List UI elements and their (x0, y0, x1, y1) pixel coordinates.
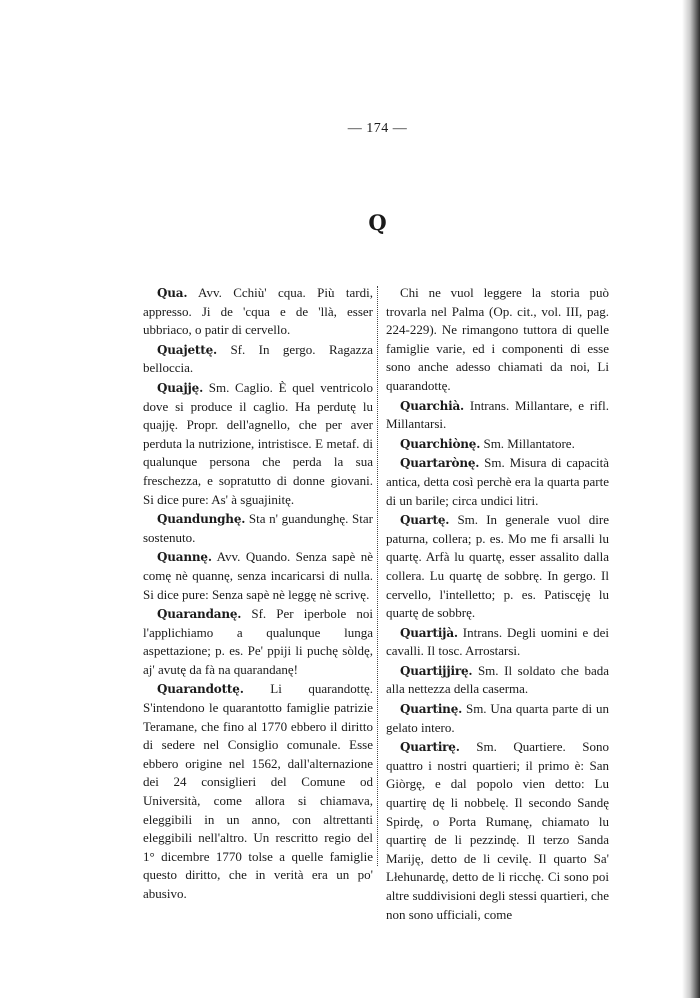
dictionary-entry-continuation (386, 284, 609, 396)
page-edge-shadow (682, 0, 700, 998)
entry-headword: Quartinę. (400, 702, 463, 717)
dictionary-entry (143, 341, 373, 378)
entry-headword: Quarchià. (400, 398, 465, 413)
entry-definition: Sta n' guandunghę. Star sostenuto. (143, 511, 373, 545)
entry-headword: Quarandottę. (157, 682, 244, 697)
dictionary-entry (386, 738, 609, 924)
entry-headword: Quandunghę. (157, 512, 246, 527)
right-column (386, 284, 609, 925)
left-column (143, 284, 373, 905)
dictionary-entry (143, 548, 373, 604)
entry-definition: Avv. Cchiù' cqua. Più tardi, appresso. Ji de 'cqua e de 'llà, esser ubbriaco, o patir di cervello. (143, 285, 373, 338)
entry-definition: Li quarandottę. S'intendono le quarantotto famiglie patrizie Teramane, che fino al 1770 ebbero il diritto di sedere nel Consiglio comunale. Esse ebbero origine nel 1562, dall'alternazione dei 24 consiglieri del Comune od Università, come allora si chiamava, eleggibili in un anno, con altrettanti eleggibili nell'altro. Un rescritto regio del 1° dicembre 1770 tolse a quelle famiglie questo diritto, che in verità era un po' abusivo. (143, 681, 373, 901)
entry-definition: Sm. Misura di capacità antica, detta così perchè era la quarta parte di un barile; circa undici litri. (386, 455, 609, 508)
entry-definition: Sm. Il soldato che bada alla nettezza della caserma. (386, 662, 609, 697)
dictionary-entry (143, 284, 373, 340)
entry-headword: Quartirę. (400, 740, 460, 755)
entry-headword: Quajettę. (157, 342, 218, 357)
section-letter: Q (368, 210, 387, 235)
dictionary-entry (386, 511, 609, 623)
dictionary-entry (386, 435, 609, 454)
entry-headword: Quartę. (400, 513, 450, 528)
entry-headword: Quartijà. (400, 625, 458, 640)
column-divider (377, 286, 378, 866)
entry-headword: Quajję. (157, 380, 204, 395)
dictionary-entry (386, 700, 609, 737)
dictionary-entry (143, 680, 373, 903)
page-number: — 174 — (347, 121, 408, 136)
entry-headword: Quartarònę. (400, 456, 480, 471)
entry-definition: Avv. Quando. Senza sapè nè comę nè quannę, senza incaricarsi di nulla. Si dice pure: Senza sapè nè leggę nè scrivę. (143, 549, 373, 602)
dictionary-entry (143, 510, 373, 547)
entry-headword: Qua. (157, 286, 188, 300)
entry-definition: Sm. Millantatore. (483, 435, 575, 451)
entry-definition: Sf. In gergo. Ragazza belloccia. (143, 341, 373, 376)
dictionary-entry (386, 624, 609, 661)
dictionary-entry (386, 662, 609, 699)
entry-headword: Quarandanę. (157, 607, 242, 622)
entry-definition: Sm. Caglio. È quel ventricolo dove si produce il caglio. Ha perdutę lu quajję. Propr. dell'agnello, che per aver perduta la nutrizione, intristisce. E metaf. di qualunque persona che perda la sua freschezza, e sopratutto di donne giovani. Si dice pure: As' à sguajinitę. (143, 379, 373, 507)
dictionary-entry (143, 379, 373, 509)
entry-definition: Chi ne vuol leggere la storia può trovarla nel Palma (Op. cit., vol. III, pag. 224-229). Ne rimangono tuttora di quelle famiglie varie, ed i componenti di esse sono anche adesso chiamati da noi, Li quarandottę. (386, 285, 609, 393)
dictionary-entry (386, 454, 609, 510)
entry-headword: Quarchiònę. (400, 436, 481, 451)
entry-definition: Sf. Per iperbole noi l'applichiamo a qualunque lunga aspettazione; p. es. Pe' ppiji li puchę sòldę, aj' avutę da fà na quarandanę! (143, 606, 373, 677)
entry-headword: Quartijjirę. (400, 663, 473, 678)
dictionary-entry (386, 397, 609, 434)
entry-definition: Sm. In generale vuol dire paturna, collera; p. es. Mo me fi arsalli lu quartę. Arfà lu quartę, esser assalito dalla collera. Lu quartę de sobbrę. In gergo. Il cervello, l'intelletto; p. es. Patiscęję lu quartę de sobbrę. (386, 512, 610, 621)
entry-definition: Intrans. Millantare, e rifl. Millantarsi. (386, 397, 609, 432)
entry-definition: Intrans. Degli uomini e dei cavalli. Il tosc. Arrostarsi. (386, 624, 610, 659)
entry-definition: Sm. Una quarta parte di un gelato intero. (386, 701, 609, 735)
entry-definition: Sm. Quartiere. Sono quattro i nostri quartieri; il primo è: San Giòrgę, e dal popolo vien detto: Lu quartirę dę li nobbelę. Il secondo Sandę Spirdę, o Porta Rumanę, chiamato lu quartirę de li pezzindę. Il terzo Sanda Mariję, detto de li cevilę. Il quarto Sa' Lłehunardę, detto de li ricchę. Ci sono poi altre suddivisioni degli stessi quartieri, che non sono ufficiali, come (386, 739, 610, 922)
entry-headword: Quannę. (157, 550, 212, 565)
dictionary-entry (143, 605, 373, 679)
